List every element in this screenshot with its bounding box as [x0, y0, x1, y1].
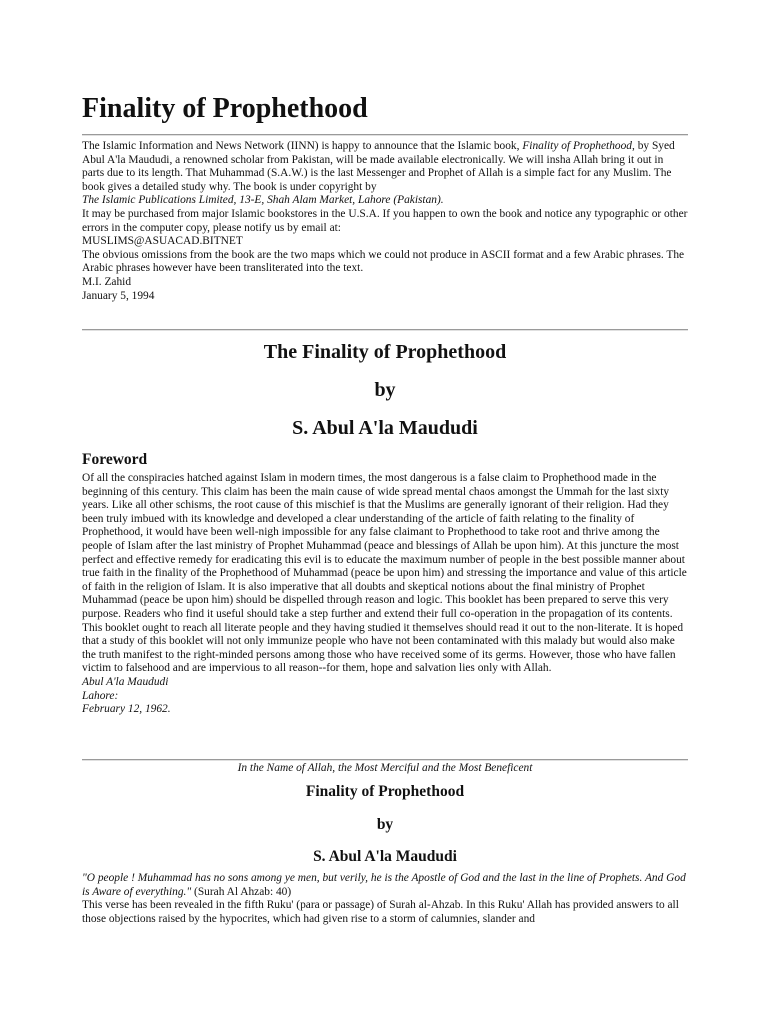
- page-title: Finality of Prophethood: [82, 93, 368, 124]
- bismillah: In the Name of Allah, the Most Merciful and the Most Beneficent: [237, 762, 533, 774]
- quote-reference: (Surah Al Ahzab: 40): [191, 885, 292, 898]
- quran-quote: "O people ! Muhammad has no sons among ye men, but verily, he is the Apostle of God and the last in the line of Prophets. And God is Aware of everything.": [82, 872, 686, 898]
- section-heading-block: [82, 783, 688, 872]
- section-text: This verse has been revealed in the fifth Ruku' (para or passage) of Surah al-Ahzab. In this Ruku' Allah has provided answers to all those objections raised by the hypocrites, which had given rise to a storm of calumnies, slander and: [82, 899, 679, 925]
- foreword-section: [82, 472, 688, 759]
- main-heading-author: S. Abul A'la Maududi: [292, 417, 478, 439]
- intro-date: January 5, 1994: [82, 289, 155, 302]
- signer-name: M.I. Zahid: [82, 275, 132, 288]
- section-body: [82, 872, 688, 926]
- foreword-sign-place: Lahore:: [82, 689, 119, 702]
- foreword-sign-date: February 12, 1962.: [82, 703, 171, 716]
- main-heading-block: [82, 331, 688, 451]
- contact-email: MUSLIMS@ASUACAD.BITNET: [82, 235, 243, 248]
- main-heading-title: The Finality of Prophethood: [263, 341, 507, 363]
- book-title: Finality of Prophethood: [522, 140, 633, 152]
- intro-section: [82, 136, 688, 329]
- foreword-text: Of all the conspiracies hatched against Islam in modern times, the most dangerous is a false claim to Prophethood made in the beginning of this century. This claim has been the main cause of wide spread mental chaos amongst the Ummah for the last sixty years. Like all other schisms, the root cause of this mischief is that the Muslims are generally ignorant of their religion. Had they been truly imbued with its knowledge and developed a clear understanding of the article of faith relating to the finality of Prophethood, it would have been well-nigh impossible for any false claimant to Prophethood to take root and thrive among the people of Islam after the last ministry of Prophet Muhammad (peace and blessings of Allah be upon him). At this juncture the most perfect and effective remedy for eradicating this evil is to educate the maximum number of people in the best possible manner about true faith in the finality of the Prophethood of Muhammad (peace be upon him) and stressing the importance and value of this article of faith in the religion of Islam. It is also imperative that all doubts and skeptical notions about the final ministry of Prophet Muhammad (peace be upon him) should be dispelled through reason and logic. This booklet has been prepared to serve this very purpose. Readers who find it useful should take a step further and extend their full co-operation in the propagation of its contents. This booklet ought to reach all literate people and they having studied it themselves should read it out to the non-literate. It is hoped that a study of this booklet will not only immunize people who have not been contaminated with this malady but would also make the truth manifest to the right-minded persons among those who have received some of its germs. However, those who have fallen victim to falsehood and are impervious to all reason--for them, hope and salvation lies only with Allah.: [82, 472, 687, 675]
- section-title: Finality of Prophethood: [305, 783, 465, 800]
- quote-paragraph: [82, 872, 688, 899]
- document-page: [82, 0, 688, 926]
- section-author: S. Abul A'la Maududi: [313, 848, 457, 865]
- foreword-sign-name: Abul A'la Maududi: [82, 675, 169, 688]
- omissions-note: The obvious omissions from the book are the two maps which we could not produce in ASCII format and a few Arabic phrases. The Arabic phrases however have been transliterated into the text.: [82, 248, 685, 275]
- purchase-note: It may be purchased from major Islamic bookstores in the U.S.A. If you happen to own the book and notice any typographic or other errors in the computer copy, please notify us by email at:: [82, 207, 688, 234]
- intro-text-cont: , by Syed Abul A'la Maududi, a renowned scholar from Pakistan, will be made available electronically. We will insha Allah bring it out in parts due to its length. That Muhammad (S.A.W.) is the last Messenger and Prophet of Allah is a simple fact for any Muslim. The book gives a detailed study why. The book is under copyright by: [82, 140, 675, 193]
- intro-text: The Islamic Information and News Network (IINN) is happy to announce that the Islamic book,: [82, 140, 523, 152]
- foreword-heading: Foreword: [82, 451, 148, 468]
- intro-paragraph: [82, 140, 688, 194]
- main-heading-by: by: [374, 379, 396, 401]
- publisher-address: The Islamic Publications Limited, 13-E, Shah Alam Market, Lahore (Pakistan).: [82, 194, 444, 207]
- section-by: by: [376, 816, 394, 833]
